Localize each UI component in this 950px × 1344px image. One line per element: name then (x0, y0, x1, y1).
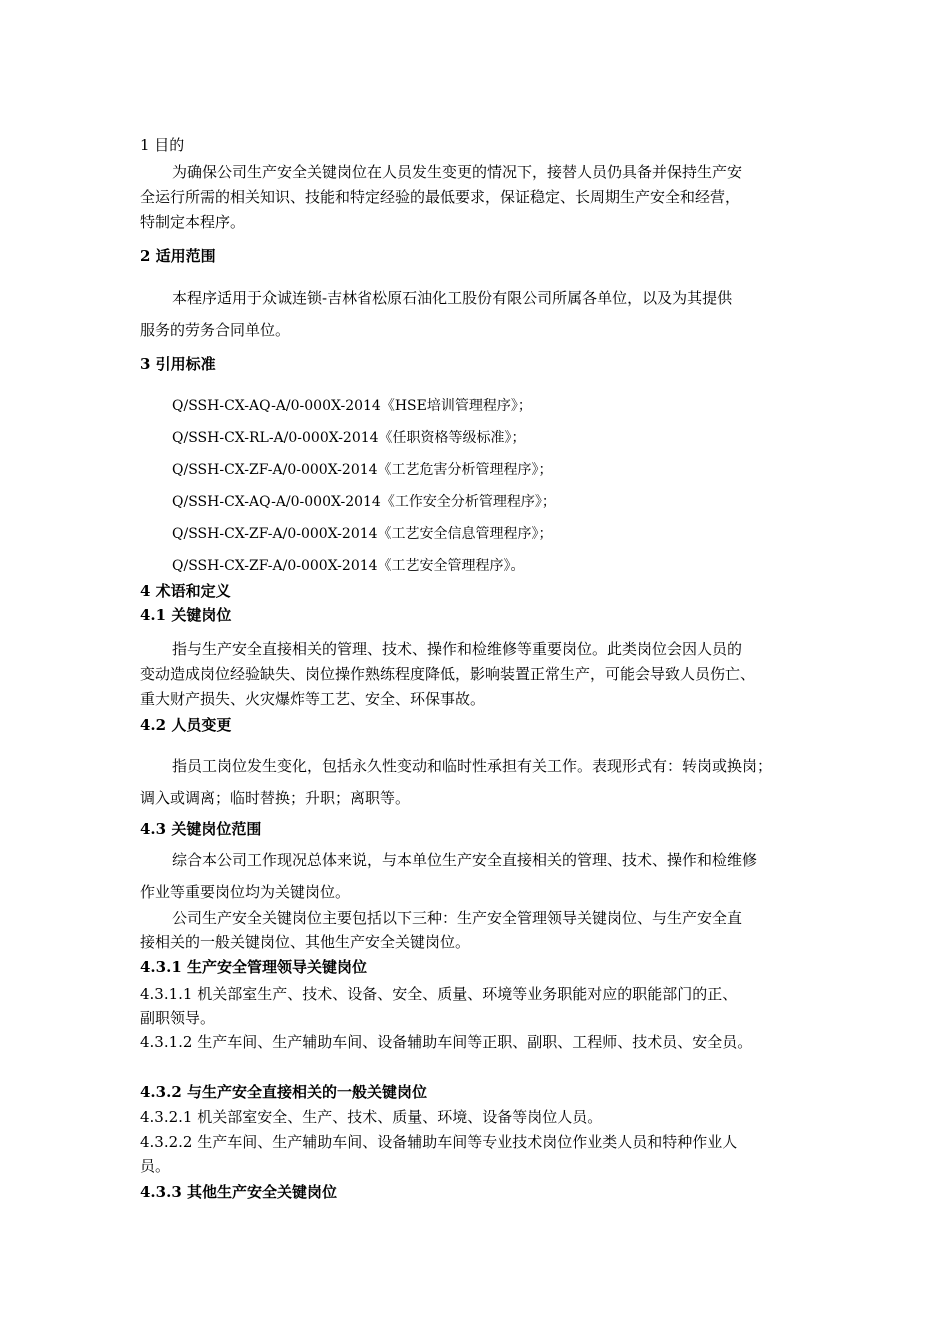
section-4-heading: 4 术语和定义 (140, 582, 231, 600)
section-4-3-2-line: 员。 (140, 1157, 171, 1175)
section-4-3-line: 作业等重要岗位均为关键岗位。 (140, 883, 351, 901)
section-4-2-line: 指员工岗位发生变化，包括永久性变动和临时性承担有关工作。表现形式有：转岗或换岗； (172, 757, 773, 775)
reference-item: Q/SSH-CX-ZF-A/0-000X-2014《工艺安全管理程序》。 (172, 558, 525, 574)
section-4-1-line: 指与生产安全直接相关的管理、技术、操作和检维修等重要岗位。此类岗位会因人员的 (172, 640, 743, 658)
section-4-3-2-line: 4.3.2.1 机关部室安全、生产、技术、质量、环境、设备等岗位人员。 (140, 1108, 603, 1126)
reference-item: Q/SSH-CX-ZF-A/0-000X-2014《工艺危害分析管理程序》； (172, 462, 553, 478)
section-1-line: 全运行所需的相关知识、技能和特定经验的最低要求，保证稳定、长周期生产安全和经营， (140, 188, 741, 206)
section-4-3-1-line: 4.3.1.1 机关部室生产、技术、设备、安全、质量、环境等业务职能对应的职能部门的正、 (140, 985, 738, 1003)
section-4-3-line: 公司生产安全关键岗位主要包括以下三种：生产安全管理领导关键岗位、与生产安全直 (172, 909, 743, 927)
section-4-3-3-heading: 4.3.3 其他生产安全关键岗位 (140, 1183, 337, 1201)
reference-item: Q/SSH-CX-AQ-A/0-000X-2014《HSE培训管理程序》； (172, 398, 532, 414)
section-4-1-line: 变动造成岗位经验缺失、岗位操作熟练程度降低，影响装置正常生产，可能会导致人员伤亡、 (140, 665, 756, 683)
section-2-heading: 2 适用范围 (140, 247, 216, 265)
section-2-line: 服务的劳务合同单位。 (140, 321, 291, 339)
section-2-line: 本程序适用于众诚连锁-吉林省松原石油化工股份有限公司所属各单位，以及为其提供 (172, 289, 733, 307)
reference-item: Q/SSH-CX-AQ-A/0-000X-2014《工作安全分析管理程序》； (172, 494, 556, 510)
reference-item: Q/SSH-CX-ZF-A/0-000X-2014《工艺安全信息管理程序》； (172, 526, 553, 542)
section-1-heading: 1 目的 (140, 136, 185, 154)
reference-item: Q/SSH-CX-RL-A/0-000X-2014《任职资格等级标准》； (172, 430, 526, 446)
section-4-3-1-line: 4.3.1.2 生产车间、生产辅助车间、设备辅助车间等正职、副职、工程师、技术员、安全员。 (140, 1033, 753, 1051)
section-4-3-line: 综合本公司工作现况总体来说，与本单位生产安全直接相关的管理、技术、操作和检维修 (172, 851, 758, 869)
section-4-3-heading: 4.3 关键岗位范围 (140, 820, 262, 838)
section-4-2-heading: 4.2 人员变更 (140, 716, 232, 734)
section-4-3-1-heading: 4.3.1 生产安全管理领导关键岗位 (140, 958, 367, 976)
section-4-2-line: 调入或调离；临时替换；升职；离职等。 (140, 789, 411, 807)
section-4-3-line: 接相关的一般关键岗位、其他生产安全关键岗位。 (140, 933, 471, 951)
section-4-1-heading: 4.1 关键岗位 (140, 606, 232, 624)
section-3-heading: 3 引用标准 (140, 355, 216, 373)
section-1-line: 特制定本程序。 (140, 213, 246, 231)
section-4-1-line: 重大财产损失、火灾爆炸等工艺、安全、环保事故。 (140, 690, 486, 708)
section-4-3-2-heading: 4.3.2 与生产安全直接相关的一般关键岗位 (140, 1083, 427, 1101)
section-1-line: 为确保公司生产安全关键岗位在人员发生变更的情况下，接替人员仍具备并保持生产安 (172, 163, 743, 181)
section-4-3-2-line: 4.3.2.2 生产车间、生产辅助车间、设备辅助车间等专业技术岗位作业类人员和特种作业人 (140, 1133, 738, 1151)
section-4-3-1-line: 副职领导。 (140, 1009, 216, 1027)
